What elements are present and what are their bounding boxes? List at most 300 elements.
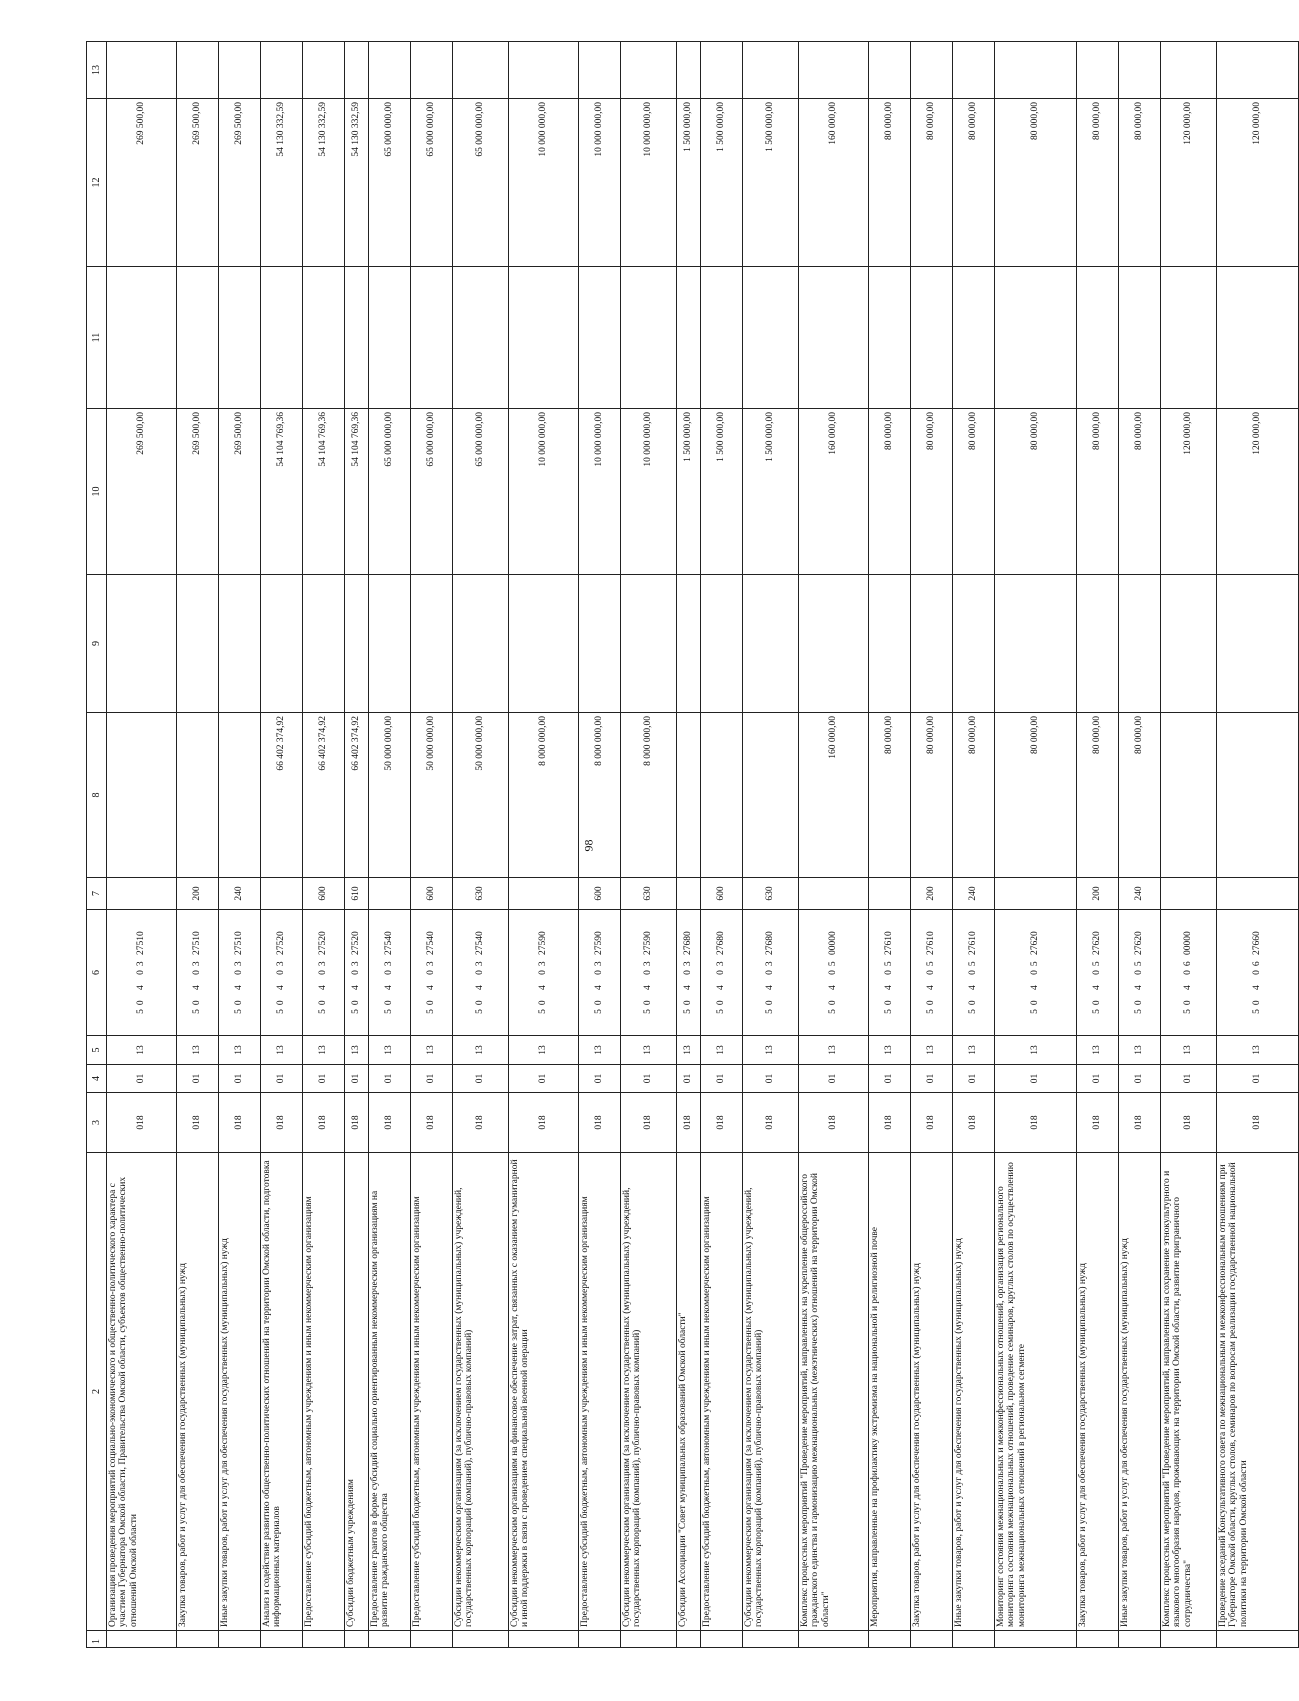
table-row	[177, 42, 219, 1648]
section-code-cell: 01	[303, 1065, 345, 1093]
section-code-cell: 01	[799, 1065, 869, 1093]
target-article-cell	[219, 910, 261, 1036]
subsection-code-cell: 13	[799, 1036, 869, 1065]
amount-col10-cell: 269 500,00	[177, 409, 219, 575]
amount-col9-cell	[911, 575, 953, 713]
section-code-cell: 01	[261, 1065, 303, 1093]
amount-col8-cell: 50 000 000,00	[453, 713, 509, 878]
amount-col11-cell	[177, 267, 219, 409]
row-number-cell	[1217, 1631, 1299, 1648]
section-code-cell: 01	[911, 1065, 953, 1093]
amount-col12-cell: 269 500,00	[177, 99, 219, 267]
subsection-code-cell: 13	[743, 1036, 799, 1065]
subsection-code-cell: 13	[177, 1036, 219, 1065]
item-name-cell: Предоставление грантов в форме субсидий социально ориентированным некоммерческим организациям на развитие гражданского общества	[369, 1153, 411, 1631]
amount-col13-cell	[1161, 42, 1217, 99]
column-header-4: 4	[87, 1065, 107, 1093]
subsection-code-cell: 13	[579, 1036, 621, 1065]
amount-col12-cell: 120 000,00	[1161, 99, 1217, 267]
target-article-cell	[869, 910, 911, 1036]
expense-type-cell	[261, 878, 303, 910]
column-header-6: 6	[87, 910, 107, 1036]
column-header-5: 5	[87, 1036, 107, 1065]
ministry-code-cell: 018	[953, 1093, 995, 1153]
amount-col12-cell: 10 000 000,00	[509, 99, 579, 267]
amount-col9-cell	[701, 575, 743, 713]
amount-col11-cell	[261, 267, 303, 409]
section-code-cell: 01	[995, 1065, 1077, 1093]
table-row	[509, 42, 579, 1648]
page-number: 98	[581, 839, 596, 852]
expense-type-cell	[1217, 878, 1299, 910]
amount-col8-cell: 80 000,00	[869, 713, 911, 878]
amount-col10-cell: 120 000,00	[1161, 409, 1217, 575]
program-code: 50 4 03	[643, 957, 654, 1014]
item-name-cell: Субсидии некоммерческим организациям (за исключением государственных (муниципальных) учреждений, государственных корпораций (компаний), публично-правовых компаний)	[743, 1153, 799, 1631]
expense-type-cell: 630	[453, 878, 509, 910]
amount-col13-cell	[345, 42, 369, 99]
amount-col12-cell: 10 000 000,00	[621, 99, 677, 267]
item-name-cell: Анализ и содействие развитию общественно-политических отношений на территории Омской области, подготовка информационных материалов	[261, 1153, 303, 1631]
ministry-code-cell: 018	[701, 1093, 743, 1153]
section-code-cell: 01	[1217, 1065, 1299, 1093]
amount-col8-cell: 80 000,00	[953, 713, 995, 878]
amount-col9-cell	[303, 575, 345, 713]
ministry-code-cell: 018	[995, 1093, 1077, 1153]
table-row	[369, 42, 411, 1648]
direction-code: 27590	[538, 931, 549, 955]
amount-col8-cell: 160 000,00	[799, 713, 869, 878]
section-code-cell: 01	[369, 1065, 411, 1093]
program-code: 50 4 03	[538, 957, 549, 1014]
subsection-code-cell: 13	[303, 1036, 345, 1065]
direction-code: 27620	[1092, 931, 1103, 955]
column-header-11: 11	[87, 267, 107, 409]
amount-col9-cell	[743, 575, 799, 713]
expense-type-cell: 240	[953, 878, 995, 910]
amount-col9-cell	[369, 575, 411, 713]
amount-col8-cell	[1217, 713, 1299, 878]
subsection-code-cell: 13	[677, 1036, 701, 1065]
amount-col11-cell	[1077, 267, 1119, 409]
amount-col13-cell	[677, 42, 701, 99]
ministry-code-cell: 018	[1077, 1093, 1119, 1153]
amount-col8-cell: 66 402 374,92	[303, 713, 345, 878]
direction-code: 00000	[1183, 931, 1194, 955]
expense-type-cell	[869, 878, 911, 910]
amount-col11-cell	[869, 267, 911, 409]
row-number-cell	[345, 1631, 369, 1648]
program-code: 50 4 05	[926, 957, 937, 1014]
amount-col13-cell	[261, 42, 303, 99]
ministry-code-cell: 018	[911, 1093, 953, 1153]
amount-col11-cell	[1119, 267, 1161, 409]
amount-col11-cell	[579, 267, 621, 409]
amount-col9-cell	[621, 575, 677, 713]
amount-col9-cell	[953, 575, 995, 713]
row-number-cell	[303, 1631, 345, 1648]
direction-code: 27540	[475, 931, 486, 955]
amount-col10-cell: 269 500,00	[107, 409, 177, 575]
program-code: 50 4 05	[1134, 957, 1145, 1014]
amount-col8-cell: 8 000 000,00	[509, 713, 579, 878]
expense-type-cell: 200	[177, 878, 219, 910]
program-code: 50 4 05	[1030, 957, 1041, 1014]
amount-col11-cell	[953, 267, 995, 409]
subsection-code-cell: 13	[219, 1036, 261, 1065]
amount-col13-cell	[621, 42, 677, 99]
budget-table-area	[86, 42, 1263, 1648]
row-number-cell	[701, 1631, 743, 1648]
column-header-9: 9	[87, 575, 107, 713]
amount-col10-cell: 269 500,00	[219, 409, 261, 575]
amount-col13-cell	[995, 42, 1077, 99]
expense-type-cell: 200	[1077, 878, 1119, 910]
amount-col10-cell: 10 000 000,00	[509, 409, 579, 575]
amount-col10-cell: 54 104 769,36	[303, 409, 345, 575]
target-article-cell	[509, 910, 579, 1036]
amount-col13-cell	[1217, 42, 1299, 99]
expense-type-cell: 240	[1119, 878, 1161, 910]
amount-col13-cell	[1077, 42, 1119, 99]
amount-col10-cell: 120 000,00	[1217, 409, 1299, 575]
table-row	[107, 42, 177, 1648]
amount-col12-cell: 80 000,00	[953, 99, 995, 267]
subsection-code-cell: 13	[621, 1036, 677, 1065]
section-code-cell: 01	[701, 1065, 743, 1093]
amount-col10-cell: 1 500 000,00	[743, 409, 799, 575]
ministry-code-cell: 018	[303, 1093, 345, 1153]
program-code: 50 4 03	[276, 957, 287, 1014]
program-code: 50 4 06	[1183, 957, 1194, 1014]
column-header-10: 10	[87, 409, 107, 575]
ministry-code-cell: 018	[369, 1093, 411, 1153]
amount-col13-cell	[411, 42, 453, 99]
amount-col10-cell: 65 000 000,00	[369, 409, 411, 575]
program-code: 50 4 03	[192, 957, 203, 1014]
ministry-code-cell: 018	[509, 1093, 579, 1153]
table-row	[1161, 42, 1217, 1648]
amount-col13-cell	[303, 42, 345, 99]
expense-type-cell	[799, 878, 869, 910]
amount-col12-cell: 1 500 000,00	[701, 99, 743, 267]
section-code-cell: 01	[1077, 1065, 1119, 1093]
row-number-cell	[1119, 1631, 1161, 1648]
row-number-cell	[261, 1631, 303, 1648]
section-code-cell: 01	[677, 1065, 701, 1093]
amount-col12-cell: 10 000 000,00	[579, 99, 621, 267]
amount-col11-cell	[411, 267, 453, 409]
amount-col9-cell	[345, 575, 369, 713]
program-code: 50 4 03	[384, 957, 395, 1014]
amount-col9-cell	[869, 575, 911, 713]
direction-code: 27680	[765, 931, 776, 955]
item-name-cell: Субсидии некоммерческим организациям (за исключением государственных (муниципальных) учреждений, государственных корпораций (компаний), публично-правовых компаний)	[453, 1153, 509, 1631]
amount-col12-cell: 54 130 332,59	[345, 99, 369, 267]
amount-col13-cell	[177, 42, 219, 99]
amount-col12-cell: 269 500,00	[219, 99, 261, 267]
direction-code: 27620	[1134, 931, 1145, 955]
amount-col12-cell: 54 130 332,59	[261, 99, 303, 267]
target-article-cell	[1161, 910, 1217, 1036]
program-code: 50 4 03	[351, 957, 362, 1014]
target-article-cell	[1119, 910, 1161, 1036]
direction-code: 27590	[594, 931, 605, 955]
amount-col8-cell	[107, 713, 177, 878]
amount-col13-cell	[743, 42, 799, 99]
direction-code: 00000	[828, 931, 839, 955]
table-row	[303, 42, 345, 1648]
row-number-cell	[453, 1631, 509, 1648]
expense-type-cell	[107, 878, 177, 910]
row-number-cell	[911, 1631, 953, 1648]
program-code: 50 4 05	[828, 957, 839, 1014]
item-name-cell: Иные закупки товаров, работ и услуг для обеспечения государственных (муниципальных) нужд	[1119, 1153, 1161, 1631]
amount-col11-cell	[453, 267, 509, 409]
target-article-cell	[743, 910, 799, 1036]
expense-type-cell	[677, 878, 701, 910]
ministry-code-cell: 018	[177, 1093, 219, 1153]
amount-col8-cell: 80 000,00	[995, 713, 1077, 878]
amount-col13-cell	[509, 42, 579, 99]
item-name-cell: Закупка товаров, работ и услуг для обеспечения государственных (муниципальных) нужд	[1077, 1153, 1119, 1631]
target-article-cell	[621, 910, 677, 1036]
row-number-cell	[995, 1631, 1077, 1648]
direction-code: 27660	[1252, 931, 1263, 955]
section-code-cell: 01	[509, 1065, 579, 1093]
amount-col13-cell	[369, 42, 411, 99]
header-row	[87, 42, 107, 1648]
subsection-code-cell: 13	[1161, 1036, 1217, 1065]
amount-col13-cell	[107, 42, 177, 99]
direction-code: 27610	[968, 931, 979, 955]
direction-code: 27540	[384, 931, 395, 955]
section-code-cell: 01	[579, 1065, 621, 1093]
amount-col12-cell: 120 000,00	[1217, 99, 1299, 267]
row-number-cell	[509, 1631, 579, 1648]
column-header-8: 8	[87, 713, 107, 878]
section-code-cell: 01	[953, 1065, 995, 1093]
ministry-code-cell: 018	[799, 1093, 869, 1153]
table-row	[1217, 42, 1299, 1648]
column-header-3: 3	[87, 1093, 107, 1153]
budget-table	[86, 41, 1299, 1648]
amount-col12-cell: 80 000,00	[911, 99, 953, 267]
table-row	[621, 42, 677, 1648]
row-number-cell	[579, 1631, 621, 1648]
item-name-cell: Закупка товаров, работ и услуг для обеспечения государственных (муниципальных) нужд	[911, 1153, 953, 1631]
amount-col12-cell: 65 000 000,00	[369, 99, 411, 267]
ministry-code-cell: 018	[345, 1093, 369, 1153]
direction-code: 27520	[351, 931, 362, 955]
target-article-cell	[995, 910, 1077, 1036]
amount-col10-cell: 80 000,00	[953, 409, 995, 575]
item-name-cell: Предоставление субсидий бюджетным, автономным учреждениям и иным некоммерческим организациям	[701, 1153, 743, 1631]
target-article-cell	[411, 910, 453, 1036]
table-row	[995, 42, 1077, 1648]
expense-type-cell: 600	[579, 878, 621, 910]
amount-col10-cell: 80 000,00	[995, 409, 1077, 575]
item-name-cell: Предоставление субсидий бюджетным, автономным учреждениям и иным некоммерческим организациям	[411, 1153, 453, 1631]
column-header-2: 2	[87, 1153, 107, 1631]
table-row	[1077, 42, 1119, 1648]
table-row	[869, 42, 911, 1648]
ministry-code-cell: 018	[1161, 1093, 1217, 1153]
column-header-1: 1	[87, 1631, 107, 1648]
row-number-cell	[1161, 1631, 1217, 1648]
target-article-cell	[953, 910, 995, 1036]
amount-col13-cell	[869, 42, 911, 99]
amount-col9-cell	[1077, 575, 1119, 713]
direction-code: 27610	[884, 931, 895, 955]
section-code-cell: 01	[177, 1065, 219, 1093]
ministry-code-cell: 018	[579, 1093, 621, 1153]
ministry-code-cell: 018	[411, 1093, 453, 1153]
item-name-cell: Комплекс процессных мероприятий "Проведение мероприятий, направленных на укрепление общероссийского гражданского единства и гармонизацию межнациональных (межэтнических) отношений на территории Омской области"	[799, 1153, 869, 1631]
table-row	[579, 42, 621, 1648]
section-code-cell: 01	[1119, 1065, 1161, 1093]
target-article-cell	[579, 910, 621, 1036]
expense-type-cell: 600	[303, 878, 345, 910]
item-name-cell: Мероприятия, направленные на профилактику экстремизма на национальной и религиозной почве	[869, 1153, 911, 1631]
amount-col10-cell: 80 000,00	[1077, 409, 1119, 575]
ministry-code-cell: 018	[677, 1093, 701, 1153]
target-article-cell	[107, 910, 177, 1036]
expense-type-cell: 600	[701, 878, 743, 910]
item-name-cell: Организация проведения мероприятий социально-экономического и общественно-политического характера с участием Губернатора Омской области, Правительства Омской области, субъектов общественно-политических отношений Омской области	[107, 1153, 177, 1631]
subsection-code-cell: 13	[509, 1036, 579, 1065]
amount-col8-cell	[1161, 713, 1217, 878]
ministry-code-cell: 018	[453, 1093, 509, 1153]
amount-col10-cell: 160 000,00	[799, 409, 869, 575]
amount-col10-cell: 10 000 000,00	[579, 409, 621, 575]
target-article-cell	[177, 910, 219, 1036]
amount-col10-cell: 1 500 000,00	[677, 409, 701, 575]
subsection-code-cell: 13	[995, 1036, 1077, 1065]
amount-col13-cell	[219, 42, 261, 99]
subsection-code-cell: 13	[869, 1036, 911, 1065]
amount-col10-cell: 1 500 000,00	[701, 409, 743, 575]
table-row	[1119, 42, 1161, 1648]
item-name-cell: Субсидии некоммерческим организациям на финансовое обеспечение затрат, связанных с оказанием гуманитарной и иной поддержки в связи с проведением специальной военной операции	[509, 1153, 579, 1631]
column-header-12: 12	[87, 99, 107, 267]
amount-col10-cell: 65 000 000,00	[453, 409, 509, 575]
section-code-cell: 01	[411, 1065, 453, 1093]
section-code-cell: 01	[743, 1065, 799, 1093]
subsection-code-cell: 13	[953, 1036, 995, 1065]
amount-col10-cell: 80 000,00	[869, 409, 911, 575]
amount-col13-cell	[579, 42, 621, 99]
row-number-cell	[1077, 1631, 1119, 1648]
amount-col13-cell	[911, 42, 953, 99]
amount-col11-cell	[219, 267, 261, 409]
direction-code: 27510	[234, 931, 245, 955]
expense-type-cell: 600	[411, 878, 453, 910]
amount-col9-cell	[509, 575, 579, 713]
amount-col12-cell: 80 000,00	[869, 99, 911, 267]
amount-col8-cell: 8 000 000,00	[621, 713, 677, 878]
amount-col8-cell: 50 000 000,00	[369, 713, 411, 878]
target-article-cell	[1077, 910, 1119, 1036]
amount-col13-cell	[1119, 42, 1161, 99]
table-row	[677, 42, 701, 1648]
table-row	[701, 42, 743, 1648]
amount-col12-cell: 1 500 000,00	[677, 99, 701, 267]
amount-col10-cell: 65 000 000,00	[411, 409, 453, 575]
row-number-cell	[677, 1631, 701, 1648]
expense-type-cell	[509, 878, 579, 910]
amount-col11-cell	[107, 267, 177, 409]
amount-col11-cell	[743, 267, 799, 409]
program-code: 50 4 03	[683, 957, 694, 1014]
row-number-cell	[219, 1631, 261, 1648]
section-code-cell: 01	[1161, 1065, 1217, 1093]
row-number-cell	[743, 1631, 799, 1648]
amount-col11-cell	[369, 267, 411, 409]
table-row	[743, 42, 799, 1648]
amount-col9-cell	[995, 575, 1077, 713]
amount-col11-cell	[1217, 267, 1299, 409]
direction-code: 27680	[683, 931, 694, 955]
amount-col9-cell	[579, 575, 621, 713]
direction-code: 27590	[643, 931, 654, 955]
amount-col8-cell: 8 000 000,00	[579, 713, 621, 878]
expense-type-cell: 630	[743, 878, 799, 910]
section-code-cell: 01	[621, 1065, 677, 1093]
ministry-code-cell: 018	[743, 1093, 799, 1153]
program-code: 50 4 06	[1252, 957, 1263, 1014]
item-name-cell: Закупка товаров, работ и услуг для обеспечения государственных (муниципальных) нужд	[177, 1153, 219, 1631]
section-code-cell: 01	[219, 1065, 261, 1093]
amount-col9-cell	[453, 575, 509, 713]
row-number-cell	[411, 1631, 453, 1648]
amount-col13-cell	[453, 42, 509, 99]
expense-type-cell: 240	[219, 878, 261, 910]
column-header-13: 13	[87, 42, 107, 99]
amount-col12-cell: 65 000 000,00	[453, 99, 509, 267]
amount-col8-cell	[701, 713, 743, 878]
table-row	[911, 42, 953, 1648]
item-name-cell: Проведение заседаний Консультативного совета по межнациональным и межконфессиональным отношениям при Губернаторе Омской области, круглых столов, семинаров по вопросам реализации государственной национальной политики на территории Омской области	[1217, 1153, 1299, 1631]
target-article-cell	[799, 910, 869, 1036]
subsection-code-cell: 13	[107, 1036, 177, 1065]
amount-col8-cell: 80 000,00	[911, 713, 953, 878]
subsection-code-cell: 13	[911, 1036, 953, 1065]
amount-col12-cell: 80 000,00	[1077, 99, 1119, 267]
amount-col12-cell: 160 000,00	[799, 99, 869, 267]
program-code: 50 4 03	[234, 957, 245, 1014]
ministry-code-cell: 018	[219, 1093, 261, 1153]
amount-col11-cell	[303, 267, 345, 409]
amount-col10-cell: 10 000 000,00	[621, 409, 677, 575]
amount-col11-cell	[677, 267, 701, 409]
amount-col8-cell: 66 402 374,92	[345, 713, 369, 878]
amount-col9-cell	[261, 575, 303, 713]
amount-col10-cell: 80 000,00	[1119, 409, 1161, 575]
subsection-code-cell: 13	[261, 1036, 303, 1065]
item-name-cell: Комплекс процессных мероприятий "Проведение мероприятий, направленных на сохранение этнокультурного и языкового многообразия народов, проживающих на территории Омской области, развитие приграничного сотрудничества"	[1161, 1153, 1217, 1631]
target-article-cell	[261, 910, 303, 1036]
expense-type-cell: 610	[345, 878, 369, 910]
subsection-code-cell: 13	[1077, 1036, 1119, 1065]
row-number-cell	[621, 1631, 677, 1648]
table-row	[219, 42, 261, 1648]
amount-col8-cell	[677, 713, 701, 878]
table-row	[411, 42, 453, 1648]
amount-col11-cell	[1161, 267, 1217, 409]
amount-col11-cell	[995, 267, 1077, 409]
expense-type-cell	[369, 878, 411, 910]
